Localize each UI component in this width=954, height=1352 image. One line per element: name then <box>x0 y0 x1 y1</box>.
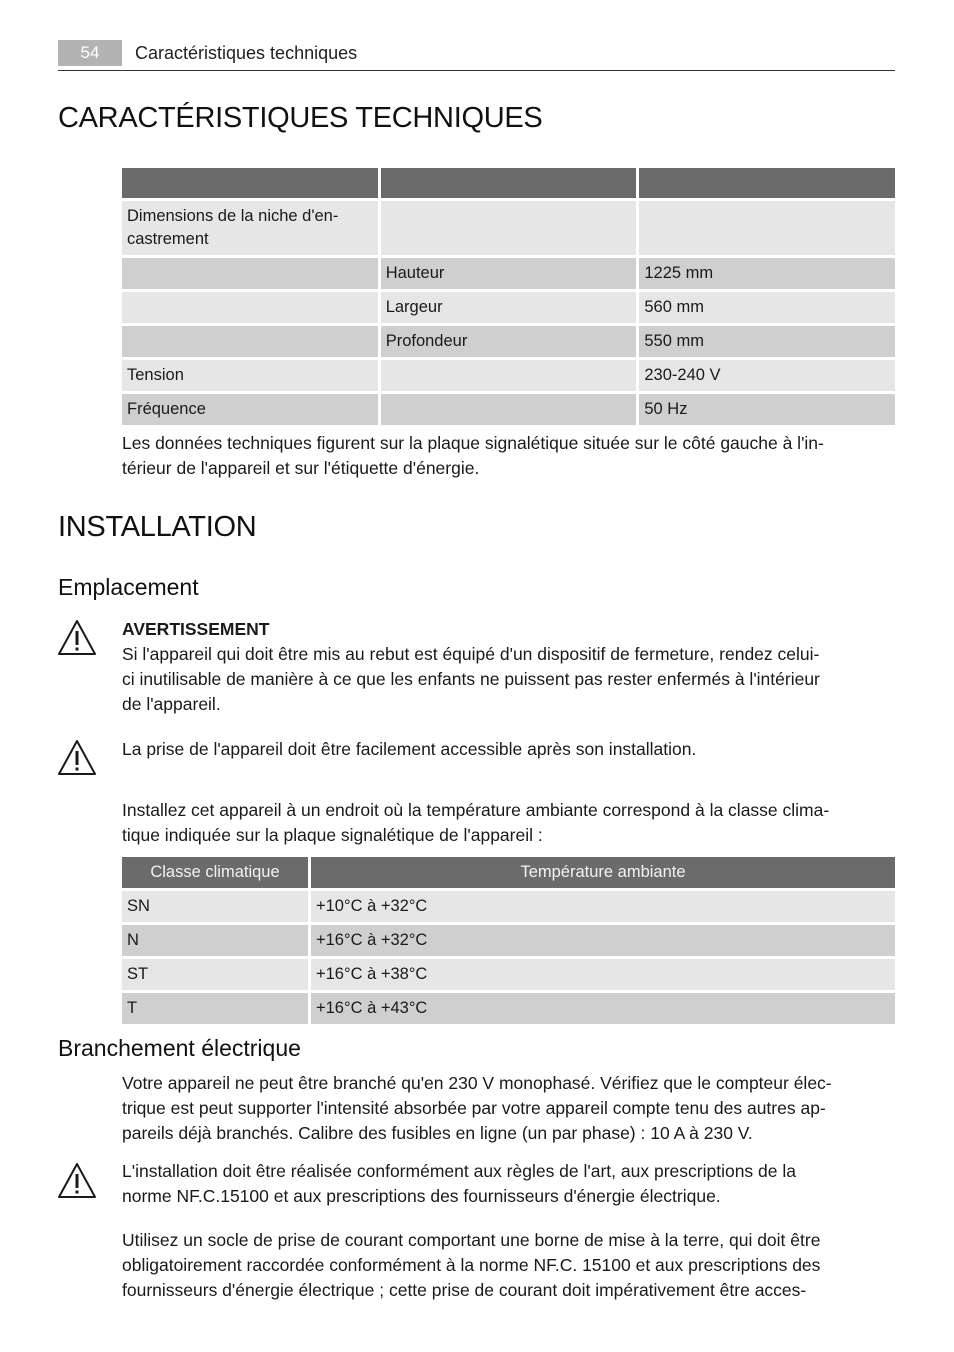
table-cell: +10°C à +32°C <box>311 891 895 922</box>
section-title-tech: CARACTÉRISTIQUES TECHNIQUES <box>58 102 543 134</box>
climate-header-cell: Température ambiante <box>311 857 895 888</box>
table-cell: +16°C à +32°C <box>311 925 895 956</box>
table-cell <box>381 360 637 391</box>
subsection-title-emplacement: Emplacement <box>58 574 199 600</box>
table-row <box>122 258 895 289</box>
table-cell: +16°C à +43°C <box>311 993 895 1024</box>
table-row <box>122 891 895 922</box>
tech-note: Les données techniques figurent sur la plaque signalétique située sur le côté gauche à l'in- térieur de l'appareil et sur l'étiquette d'énergie. <box>122 433 824 478</box>
climate-table-header <box>122 857 895 888</box>
table-cell: N <box>122 925 308 956</box>
spec-header-cell <box>381 168 637 198</box>
electrical-paragraph: Votre appareil ne peut être branché qu'en 230 V monophasé. Vérifiez que le compteur élec- trique est peut supporter l'intensité absorbée par votre appareil compte tenu des autres ap- pareils déjà branchés. Calibre des fusibles en ligne (un par phase) : 10 A à 230 V. <box>122 1073 832 1143</box>
warning-icon <box>57 619 97 657</box>
climate-header-cell: Classe climatique <box>122 857 308 888</box>
table-cell: ST <box>122 959 308 990</box>
climate-intro: Installez cet appareil à un endroit où la température ambiante correspond à la classe clima- tique indiquée sur la plaque signalétique de l'appareil : <box>122 800 830 845</box>
table-cell: 550 mm <box>639 326 895 357</box>
warning-icon <box>57 1162 97 1200</box>
table-row <box>122 993 895 1024</box>
table-cell <box>381 394 637 425</box>
table-cell <box>122 292 378 323</box>
subsection-title-electrique: Branchement électrique <box>58 1035 301 1061</box>
table-cell: T <box>122 993 308 1024</box>
page-number: 54 <box>58 40 122 66</box>
table-cell: 1225 mm <box>639 258 895 289</box>
running-title: Caractéristiques techniques <box>135 43 358 63</box>
table-row <box>122 394 895 425</box>
warning-icon <box>57 739 97 777</box>
table-cell: Hauteur <box>381 258 637 289</box>
table-cell: Dimensions de la niche d'en- castrement <box>122 201 378 255</box>
table-cell: Largeur <box>381 292 637 323</box>
table-cell <box>381 201 637 255</box>
table-row <box>122 360 895 391</box>
electrical-paragraph: Utilisez un socle de prise de courant comportant une borne de mise à la terre, qui doit être obligatoirement raccordée conformément à la norme NF.C. 15100 et aux prescriptions des fournisseurs d'énergie électrique ; cette prise de courant doit impérativement être acces- <box>122 1230 821 1300</box>
table-cell: Tension <box>122 360 378 391</box>
table-cell <box>122 258 378 289</box>
table-cell: SN <box>122 891 308 922</box>
table-row <box>122 959 895 990</box>
warning-text: L'installation doit être réalisée conformément aux règles de l'art, aux prescriptions de la norme NF.C.15100 et aux prescriptions des fournisseurs d'énergie électrique. <box>122 1161 796 1206</box>
table-cell: Fréquence <box>122 394 378 425</box>
table-row <box>122 326 895 357</box>
table-cell <box>639 201 895 255</box>
climate-table <box>119 854 898 1027</box>
table-cell: 560 mm <box>639 292 895 323</box>
spec-header-cell <box>639 168 895 198</box>
section-title-installation: INSTALLATION <box>58 511 257 543</box>
spec-header-cell <box>122 168 378 198</box>
header-rule <box>58 70 895 71</box>
table-row <box>122 292 895 323</box>
table-cell: +16°C à +38°C <box>311 959 895 990</box>
warning-title: AVERTISSEMENT <box>122 619 270 639</box>
warning-text: La prise de l'appareil doit être facilement accessible après son installation. <box>122 739 697 759</box>
spec-table <box>119 165 898 428</box>
table-cell: 230-240 V <box>639 360 895 391</box>
table-cell <box>122 326 378 357</box>
warning-text: Si l'appareil qui doit être mis au rebut est équipé d'un dispositif de fermeture, rendez celui- ci inutilisable de manière à ce que les enfants ne puissent pas rester enfermés à l'intérieur de l'appareil. <box>122 644 820 714</box>
table-row <box>122 925 895 956</box>
table-cell: Profondeur <box>381 326 637 357</box>
table-cell: 50 Hz <box>639 394 895 425</box>
spec-table-header <box>122 168 895 198</box>
table-row <box>122 201 895 255</box>
